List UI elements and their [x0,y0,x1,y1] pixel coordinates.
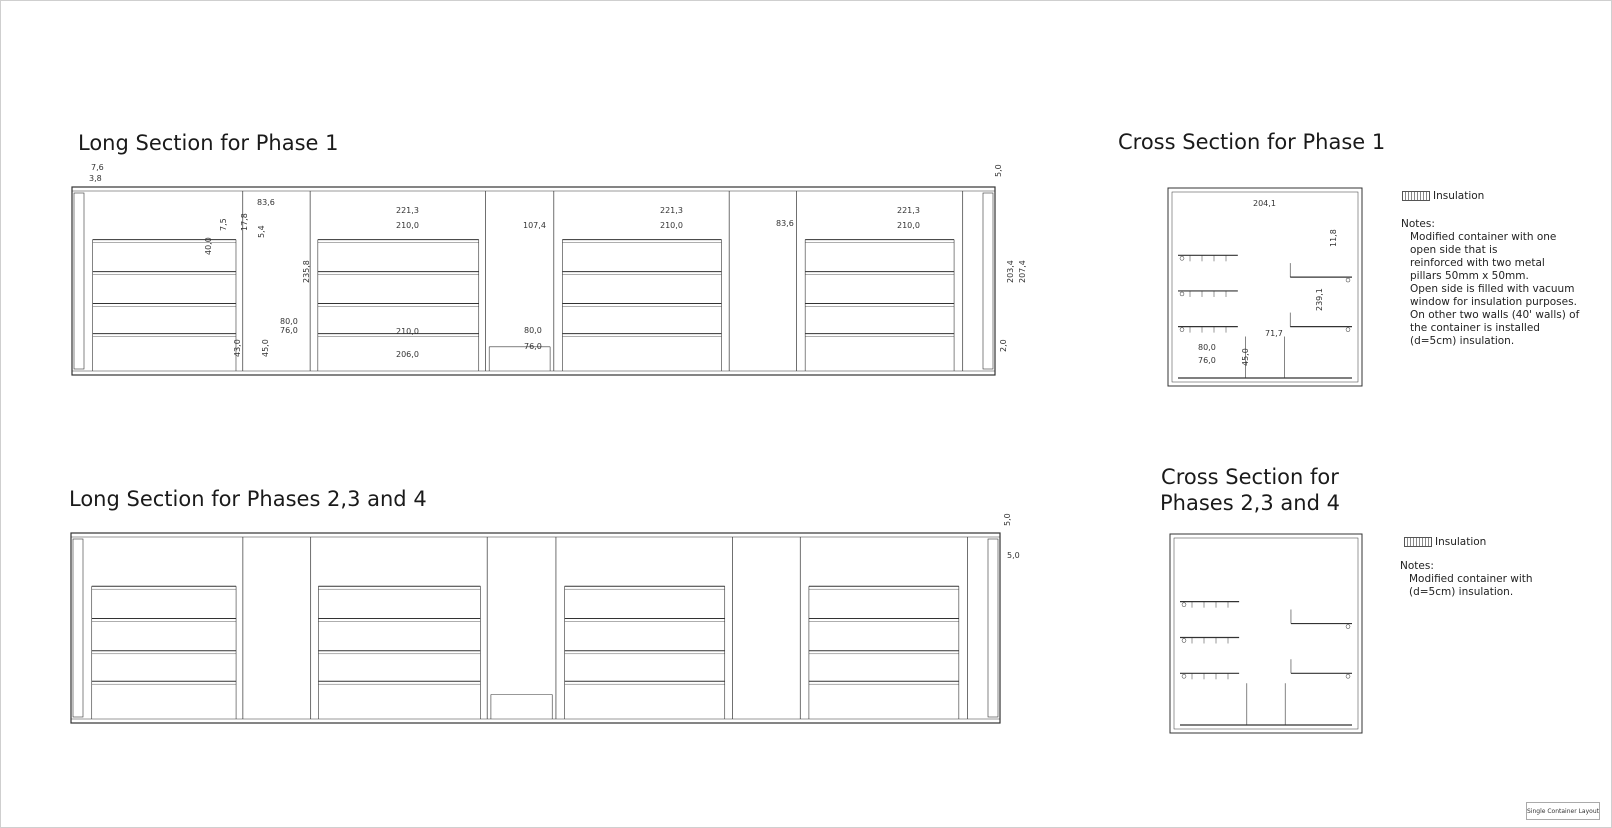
bracket-icon [1182,603,1186,607]
dimension-label: 5,4 [257,225,266,238]
dimension-label: 7,6 [91,163,104,172]
dimension-label: 235,8 [302,260,311,283]
dimension-label: 5,0 [1003,513,1012,526]
dimension-label: 2,0 [999,339,1008,352]
dimension-label: 7,5 [219,218,228,231]
dimension-label: 11,8 [1329,229,1338,247]
dimension-label: 207,4 [1018,260,1027,283]
notes-line: pillars 50mm x 50mm. [1410,270,1529,282]
dimension-label: 210,0 [396,327,419,336]
notes-line: (d=5cm) insulation. [1409,586,1514,598]
bracket-icon [1346,625,1350,629]
notes-line: window for insulation purposes. [1410,296,1577,308]
dimension-label: 83,6 [776,219,794,228]
bracket-icon [1180,256,1184,260]
notes-line: Open side is filled with vacuum [1410,283,1575,295]
insulation-legend-label: Insulation [1433,190,1485,202]
notes-line: reinforced with two metal [1410,257,1545,269]
dimension-label: 40,0 [204,237,213,255]
insulation-outline [1172,192,1358,382]
notes-line: open side that is [1410,244,1498,256]
end-door [74,193,84,369]
container-outline [1170,534,1362,733]
dimension-label: 3,8 [89,174,102,183]
end-wall [988,539,998,717]
bracket-icon [1180,292,1184,296]
bracket-icon [1346,674,1350,678]
dimension-label: 203,4 [1006,260,1015,283]
bracket-icon [1180,328,1184,332]
cross-section-phases234-title-line1: Cross Section for [1161,465,1339,489]
dimension-label: 83,6 [257,198,275,207]
dimension-label: 221,3 [396,206,419,215]
dimension-label: 107,4 [523,221,546,230]
cross-section-phases234-drawing [1170,534,1362,733]
notes-heading: Notes: [1400,560,1434,572]
dimension-label: 80,0 [1198,343,1216,352]
notes-heading: Notes: [1401,218,1435,230]
cross-section-phases234-title-line2: Phases 2,3 and 4 [1160,491,1340,515]
dimension-label: 5,0 [994,164,1003,177]
notes-line: Modified container with one [1410,231,1557,243]
dimension-label: 45,0 [1241,348,1250,366]
dimension-label: 45,0 [261,339,270,357]
dimension-label: 76,0 [280,326,298,335]
bracket-icon [1346,278,1350,282]
cross-section-phase1-title: Cross Section for Phase 1 [1118,130,1386,154]
bracket-icon [1346,328,1350,332]
dimension-label: 80,0 [524,326,542,335]
dimension-label: 76,0 [1198,356,1216,365]
dimension-label: 80,0 [280,317,298,326]
long-section-phase1-title: Long Section for Phase 1 [78,131,339,155]
dimension-label: 206,0 [396,350,419,359]
sheet-stamp: Single Container Layout [1526,802,1600,820]
dimension-label: 76,0 [524,342,542,351]
dimension-label: 210,0 [396,221,419,230]
dimension-labels [89,163,1338,560]
dimension-label: 5,0 [1007,551,1020,560]
dimension-label: 43,0 [233,339,242,357]
notes-line: (d=5cm) insulation. [1410,335,1515,347]
end-door [73,539,83,717]
insulation-legend-label: Insulation [1435,536,1487,548]
notes-line: On other two walls (40' walls) of [1410,309,1580,321]
dimension-label: 210,0 [897,221,920,230]
long-section-phases234-drawing [71,533,1000,723]
notes-line: the container is installed [1410,322,1540,334]
insulation-outline [1174,538,1358,729]
dimension-label: 210,0 [660,221,683,230]
dimension-label: 221,3 [660,206,683,215]
notes-line: Modified container with [1409,573,1533,585]
dimension-label: 221,3 [897,206,920,215]
dimension-label: 239,1 [1315,288,1324,311]
dimension-label: 71,7 [1265,329,1283,338]
long-section-phases234-title: Long Section for Phases 2,3 and 4 [69,487,427,511]
dimension-label: 17,8 [240,213,249,231]
bracket-icon [1182,638,1186,642]
end-wall [983,193,993,369]
dimension-label: 204,1 [1253,199,1276,208]
bracket-icon [1182,674,1186,678]
